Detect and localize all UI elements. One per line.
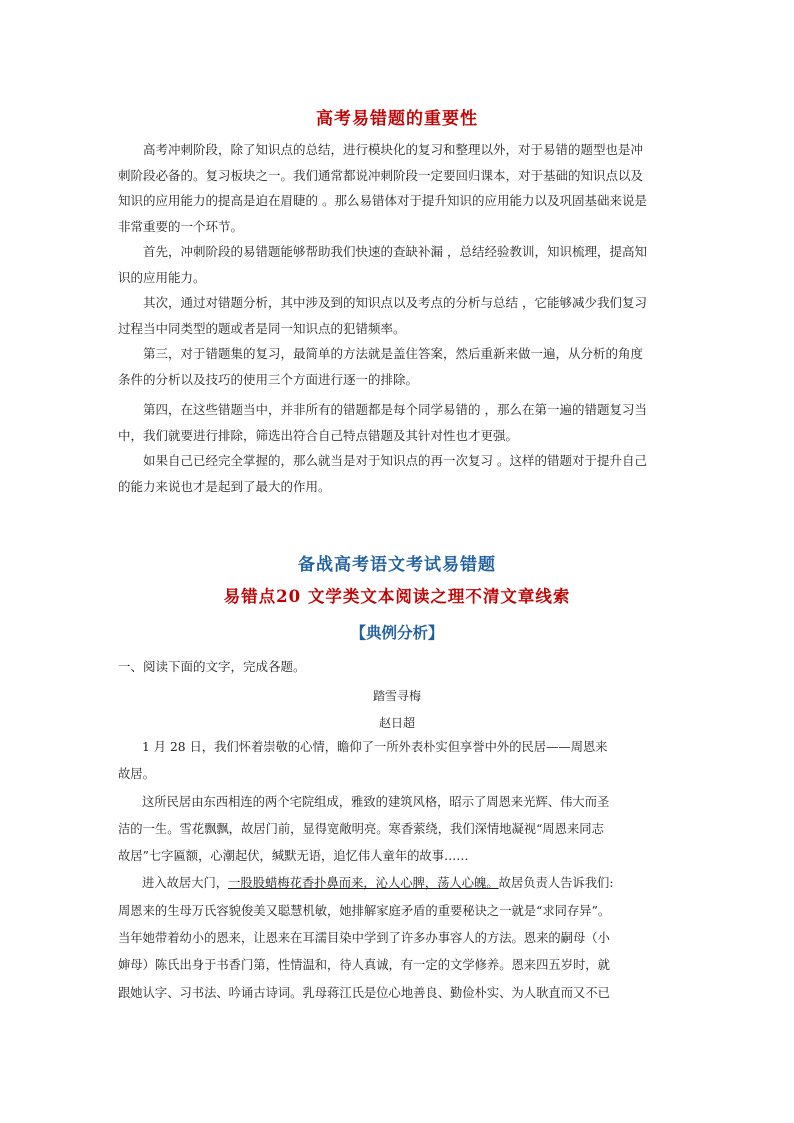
- question-instruction: 一、阅读下面的文字，完成各题。: [118, 659, 306, 674]
- section-subtitle: 易错点20 文学类文本阅读之理不清文章线索: [223, 587, 571, 606]
- section-tag: 【典例分析】: [350, 623, 444, 642]
- article-line: 周恩来的生母万氏容貌俊美又聪慧机敏，她排解家庭矛盾的重要秘诀之一就是“求同存异”。: [118, 903, 611, 918]
- underlined-sentence: 一股股蜡梅花香扑鼻而来，沁人心脾，荡人心魄。: [228, 876, 499, 891]
- text-line: 刺阶段必备的。复习板块之一。我们通常都说冲刺阶段一定要回归课本，对于基础的知识点以及: [118, 167, 644, 183]
- intro-paragraph-5: [118, 397, 680, 448]
- text-line: 知识的应用能力的提高是迫在眉睫的 。那么易错体对于提升知识的应用能力以及巩固基础来说是: [118, 193, 647, 208]
- text-line: 第四，在这些错题当中，并非所有的错题都是每个同学易错的 ，那么在第一遍的错题复习当: [143, 402, 647, 417]
- article-line: 这所民居由东西相连的两个宅院组成，雅致的建筑风格，昭示了周恩来光辉、伟大而圣: [142, 794, 610, 809]
- text-line: 如果自己已经完全掌握的，那么就当是对于知识点的再一次复习 。这样的错题对于提升自己: [143, 453, 647, 468]
- article-line: 洁的一生。雪花飘飘，故居门前，显得宽敞明亮。寒香萦绕，我们深情地凝视“周恩来同志: [118, 821, 604, 836]
- text-line: 高考冲刺阶段，除了知识点的总结，进行模块化的复习和整理以外，对于易错的题型也是冲: [143, 142, 644, 157]
- intro-paragraph-2: [118, 239, 680, 290]
- article-line: 故居”七字匾额，心潮起伏，缄默无语，追忆伟人童年的故事……: [118, 849, 469, 864]
- article-title: 踏雪寻梅: [372, 689, 421, 703]
- text-line: 首先，冲刺阶段的易错题能够帮助我们快速的查缺补漏 ，总结经验教训，知识梳理，提高知: [143, 244, 647, 259]
- article-line-mixed: [118, 870, 688, 897]
- article-body: [118, 734, 688, 1007]
- article-line: 故居。: [118, 767, 155, 782]
- text-line: 条件的分析以及技巧的使用三个方面进行逐一的排除。: [118, 371, 419, 387]
- intro-paragraph-4: [118, 341, 680, 392]
- text-line: 中，我们就要进行排除，筛选出符合自己特点错题及其针对性也才更强。: [118, 427, 519, 443]
- text-line: 其次，通过对错题分析，其中涉及到的知识点以及考点的分析与总结 ，它能够减少我们复习: [143, 295, 647, 310]
- intro-paragraph-6: [118, 448, 680, 499]
- article-author: 赵日超: [378, 716, 415, 730]
- article-line: 1 月 28 日，我们怀着崇敬的心情，瞻仰了一所外表朴实但享誉中外的民居——周恩来: [142, 740, 608, 754]
- intro-paragraph-1: [118, 137, 680, 239]
- text-line: 过程当中同类型的题或者是同一知识点的犯错频率。: [118, 320, 406, 336]
- article-line: 婶母）陈氏出身于书香门第，性情温和，待人真诚，有一定的文学修养。恩来四五岁时，就: [118, 958, 610, 973]
- text-line: 的能力来说也才是起到了最大的作用。: [118, 478, 331, 494]
- page-title: 高考易错题的重要性: [316, 109, 478, 129]
- article-text: 故居负责人告诉我们:: [498, 876, 614, 891]
- section-title: 备战高考语文考试易错题: [298, 555, 496, 575]
- text-line: 识的应用能力。: [118, 269, 206, 285]
- text-line: 非常重要的一个环节。: [118, 218, 244, 234]
- article-line: 当年她带着幼小的恩来，让恩来在耳濡目染中学到了许多办事容人的方法。恩来的嗣母（小: [118, 931, 610, 946]
- article-text: 进入故居大门，: [142, 876, 229, 891]
- intro-paragraph-3: [118, 290, 680, 341]
- article-line: 跟她认字、习书法、吟诵古诗词。乳母蒋江氏是位心地善良、勤俭朴实、为人耿直而又不已: [118, 985, 610, 1000]
- text-line: 第三，对于错题集的复习，最简单的方法就是盖住答案，然后重新来做一遍，从分析的角度: [143, 346, 644, 361]
